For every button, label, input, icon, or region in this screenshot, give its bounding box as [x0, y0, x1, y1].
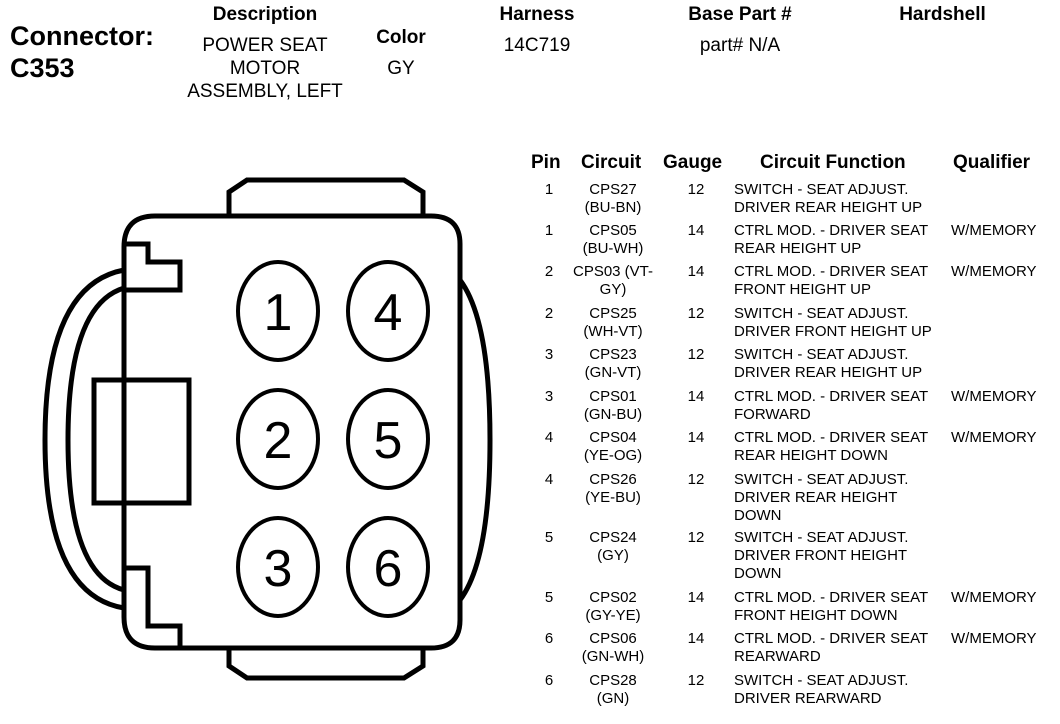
- cell-pin: 3: [544, 388, 554, 405]
- color-value: GY: [387, 58, 415, 79]
- cell-gauge: 12: [687, 529, 705, 546]
- cell-gauge: 14: [687, 589, 705, 606]
- cell-qualifier: W/MEMORY: [951, 589, 1037, 606]
- cell-function: CTRL MOD. - DRIVER SEAT FORWARD: [734, 388, 929, 423]
- column-header-pin: Pin: [531, 152, 561, 173]
- harness-title: Harness: [499, 4, 575, 25]
- cell-circuit: CPS24 (GY): [589, 529, 637, 564]
- bottom-notch: [124, 568, 180, 648]
- cell-function: SWITCH - SEAT ADJUST. DRIVER FRONT HEIGHT UP: [734, 305, 932, 340]
- cell-pin: 2: [544, 305, 554, 322]
- top-notch: [124, 244, 180, 290]
- cell-qualifier: W/MEMORY: [951, 630, 1037, 647]
- description-value: POWER SEAT MOTOR ASSEMBLY, LEFT: [187, 35, 343, 102]
- cell-pin: 5: [544, 529, 554, 546]
- column-header-gauge: Gauge: [663, 152, 723, 173]
- cell-gauge: 12: [687, 471, 705, 488]
- cell-circuit: CPS06 (GN-WH): [581, 630, 645, 665]
- cell-pin: 4: [544, 471, 554, 488]
- cell-circuit: CPS26 (YE-BU): [585, 471, 641, 506]
- cell-gauge: 14: [687, 429, 705, 446]
- top-latch: [229, 180, 423, 216]
- cell-function: CTRL MOD. - DRIVER SEAT FRONT HEIGHT UP: [734, 263, 929, 298]
- base-part-value: part# N/A: [699, 35, 781, 56]
- cell-function: SWITCH - SEAT ADJUST. DRIVER REARWARD: [734, 672, 909, 707]
- cell-function: SWITCH - SEAT ADJUST. DRIVER REAR HEIGHT DOWN: [734, 471, 909, 524]
- hardshell-title: Hardshell: [899, 4, 986, 25]
- pin-number-3: 3: [263, 540, 293, 598]
- connector-id: C353: [10, 53, 75, 83]
- cell-pin: 6: [544, 672, 554, 689]
- cell-gauge: 14: [687, 388, 705, 405]
- harness-value: 14C719: [503, 35, 571, 56]
- cell-function: SWITCH - SEAT ADJUST. DRIVER REAR HEIGHT UP: [734, 181, 923, 216]
- connector-diagram: [0, 170, 500, 720]
- cell-gauge: 12: [687, 346, 705, 363]
- cell-pin: 1: [544, 222, 554, 239]
- cell-pin: 2: [544, 263, 554, 280]
- cell-function: CTRL MOD. - DRIVER SEAT REAR HEIGHT DOWN: [734, 429, 929, 464]
- cell-qualifier: W/MEMORY: [951, 222, 1037, 239]
- cell-function: SWITCH - SEAT ADJUST. DRIVER FRONT HEIGHT DOWN: [734, 529, 909, 582]
- cell-pin: 3: [544, 346, 554, 363]
- description-title: Description: [212, 4, 318, 25]
- column-header-circuit-function: Circuit Function: [760, 152, 906, 173]
- cell-circuit: CPS01 (GN-BU): [583, 388, 643, 423]
- cell-pin: 1: [544, 181, 554, 198]
- base-part-title: Base Part #: [688, 4, 792, 25]
- pin-number-5: 5: [373, 412, 403, 470]
- bottom-latch: [229, 648, 423, 678]
- cell-circuit: CPS25 (WH-VT): [583, 305, 643, 340]
- cell-circuit: CPS02 (GY-YE): [585, 589, 641, 624]
- pin-number-1: 1: [263, 284, 293, 342]
- cell-gauge: 14: [687, 263, 705, 280]
- cell-gauge: 14: [687, 222, 705, 239]
- cell-circuit: CPS27 (BU-BN): [584, 181, 642, 216]
- cell-function: SWITCH - SEAT ADJUST. DRIVER REAR HEIGHT UP: [734, 346, 923, 381]
- color-title: Color: [376, 27, 426, 48]
- cell-pin: 6: [544, 630, 554, 647]
- cell-gauge: 12: [687, 672, 705, 689]
- cell-circuit: CPS28 (GN): [589, 672, 637, 707]
- cell-circuit: CPS23 (GN-VT): [584, 346, 642, 381]
- connector-label: [10, 20, 154, 84]
- cell-qualifier: W/MEMORY: [951, 429, 1037, 446]
- side-lock: [94, 380, 189, 503]
- cell-gauge: 12: [687, 305, 705, 322]
- pin-number-4: 4: [373, 284, 403, 342]
- cell-function: CTRL MOD. - DRIVER SEAT FRONT HEIGHT DOWN: [734, 589, 929, 624]
- cell-qualifier: W/MEMORY: [951, 388, 1037, 405]
- cell-function: CTRL MOD. - DRIVER SEAT REAR HEIGHT UP: [734, 222, 929, 257]
- cell-gauge: 12: [687, 181, 705, 198]
- column-header-qualifier: Qualifier: [953, 152, 1031, 173]
- cell-pin: 5: [544, 589, 554, 606]
- cell-function: CTRL MOD. - DRIVER SEAT REARWARD: [734, 630, 929, 665]
- cell-circuit: CPS04 (YE-OG): [583, 429, 643, 464]
- connector-label-line1: Connector:: [10, 21, 154, 51]
- cell-circuit: CPS03 (VT- GY): [572, 263, 654, 298]
- cell-pin: 4: [544, 429, 554, 446]
- pin-number-2: 2: [263, 412, 293, 470]
- pin-number-6: 6: [373, 540, 403, 598]
- right-arc: [460, 280, 490, 600]
- left-arc: [45, 270, 124, 608]
- cell-gauge: 14: [687, 630, 705, 647]
- cell-circuit: CPS05 (BU-WH): [582, 222, 644, 257]
- cell-qualifier: W/MEMORY: [951, 263, 1037, 280]
- column-header-circuit: Circuit: [581, 152, 642, 173]
